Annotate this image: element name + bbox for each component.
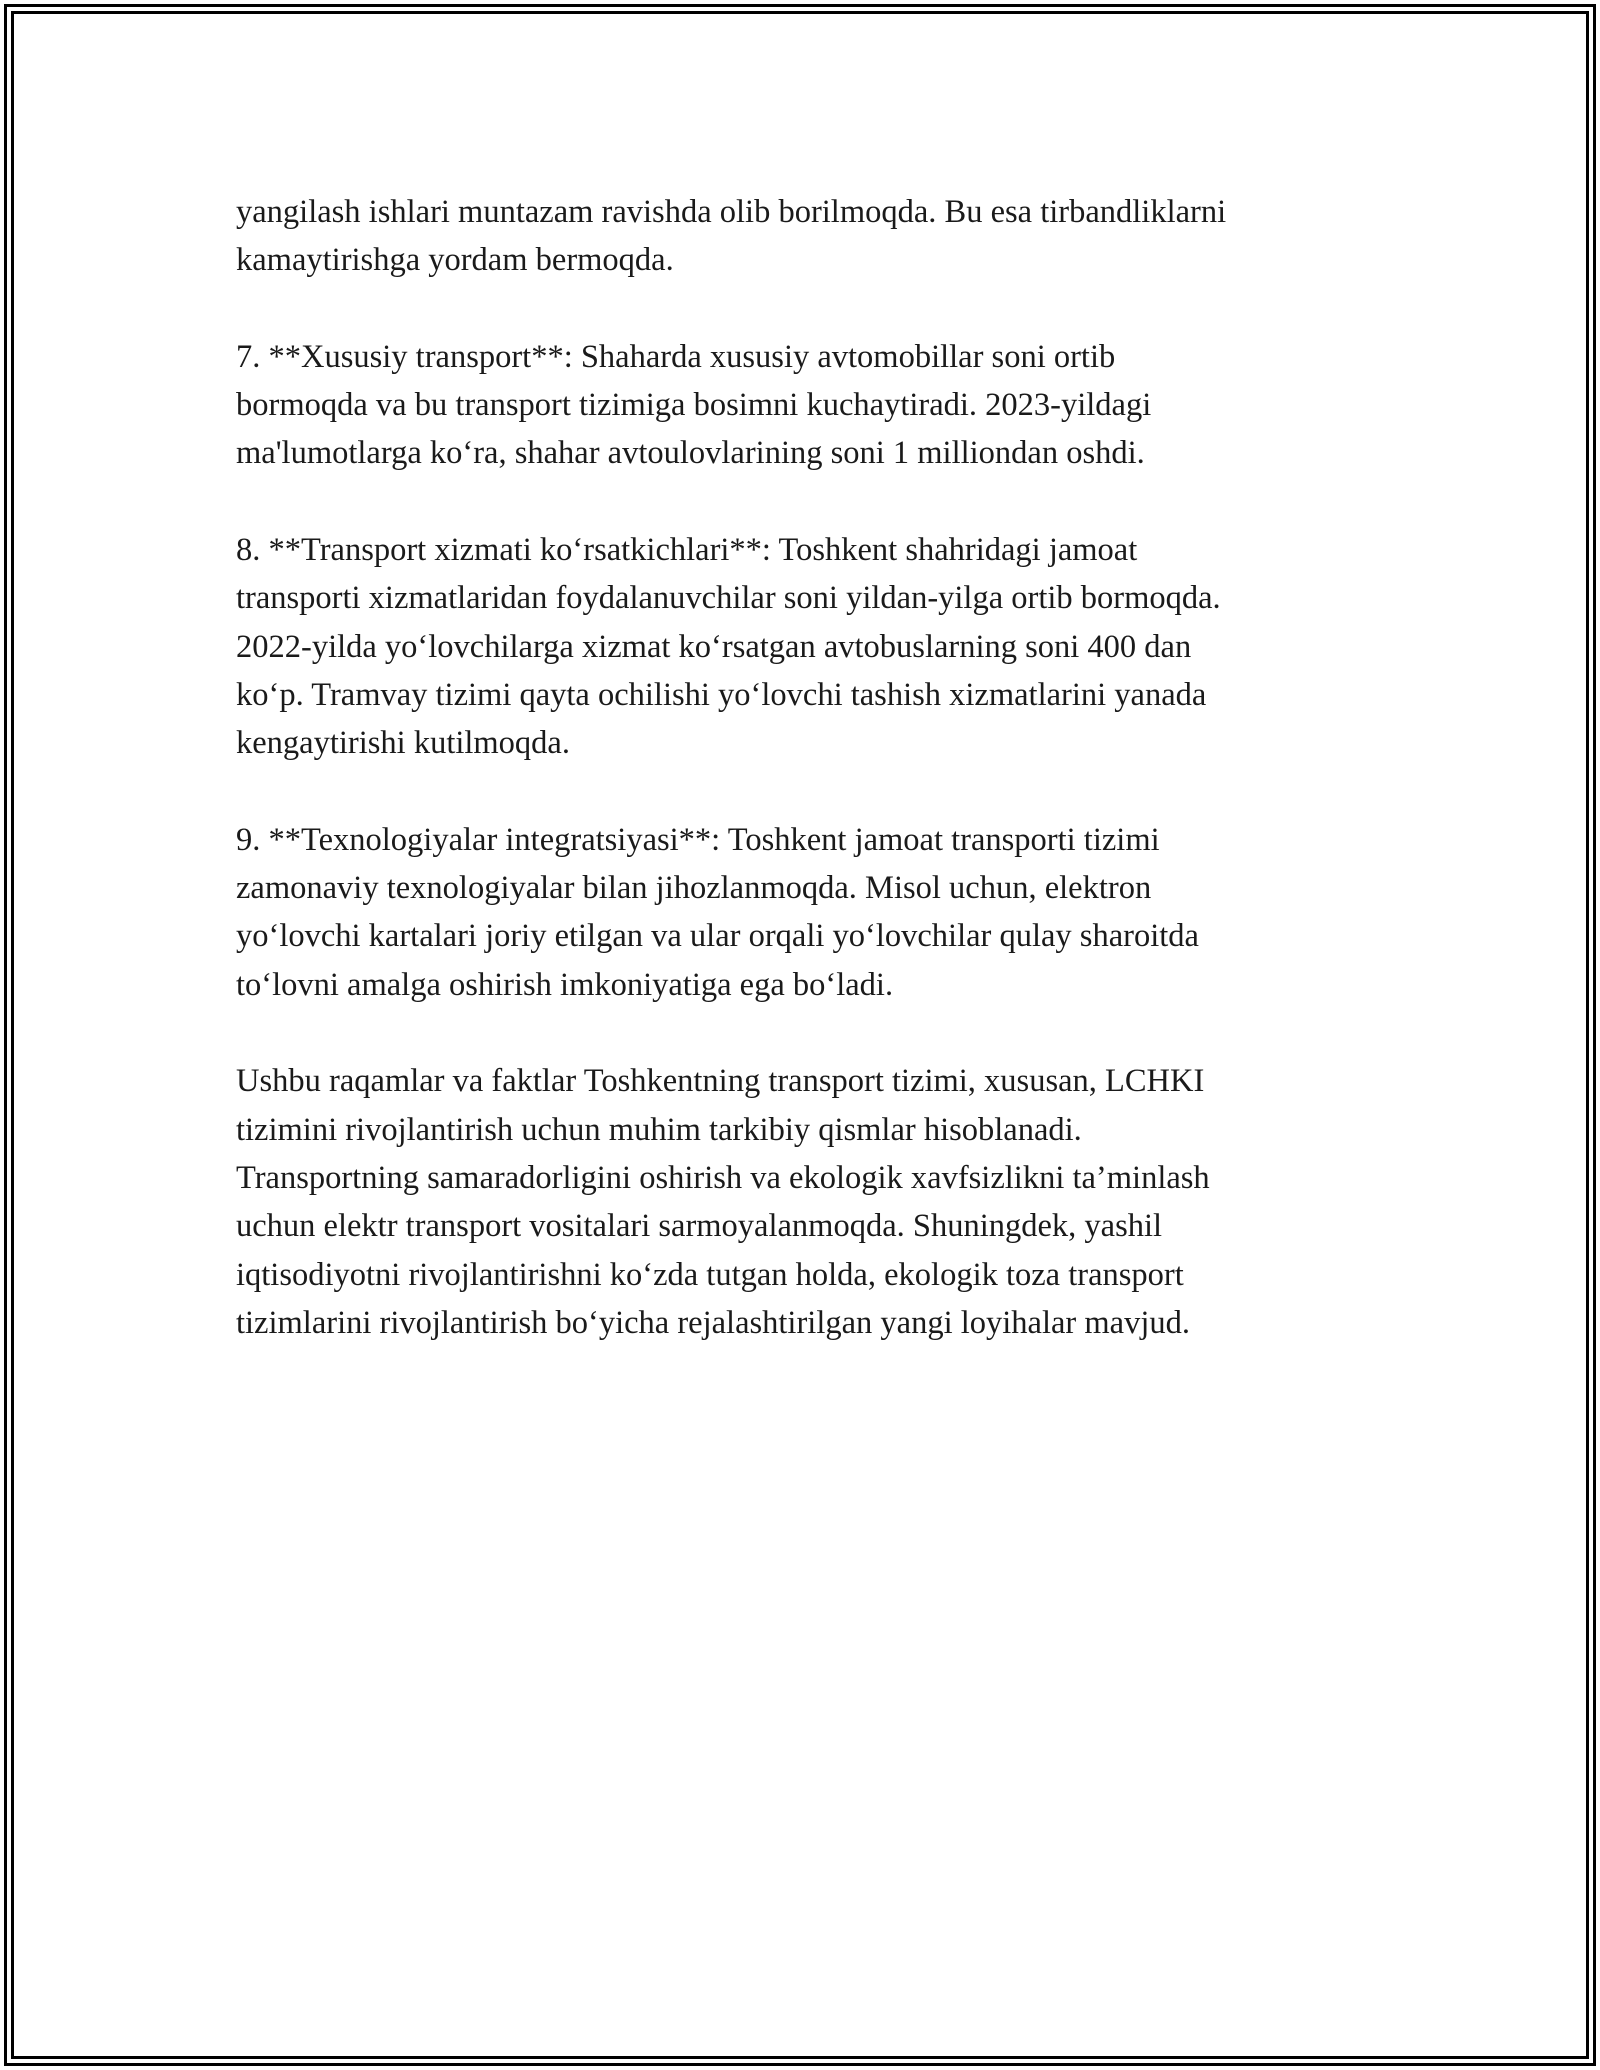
text-line: yangilash ishlari muntazam ravishda olib borilmoqda. Bu esa tirbandliklarni	[236, 194, 1227, 230]
paragraph-intro-continuation	[236, 188, 1366, 285]
text-line: ma'lumotlarga ko‘ra, shahar avtoulovlarining soni 1 milliondan oshdi.	[236, 435, 1145, 472]
text-line: tizimlarini rivojlantirish bo‘yicha rejalashtirilgan yangi loyihalar mavjud.	[236, 1304, 1190, 1341]
text-line: iqtisodiyotni rivojlantirishni ko‘zda tutgan holda, ekologik toza transport	[236, 1256, 1184, 1293]
text-line: to‘lovni amalga oshirish imkoniyatiga ega bo‘ladi.	[236, 966, 894, 1003]
text-line: Transportning samaradorligini oshirish va ekologik xavfsizlikni ta’minlash	[236, 1159, 1210, 1196]
text-line: 7. **Xususiy transport**: Shaharda xususiy avtomobillar soni ortib	[236, 338, 1116, 375]
document-body	[236, 188, 1366, 1395]
text-line: transporti xizmatlaridan foydalanuvchilar soni yildan-yilga ortib bormoqda.	[236, 580, 1221, 617]
paragraph-item-7-private-transport	[236, 333, 1366, 478]
text-line: kengaytirishi kutilmoqda.	[236, 725, 570, 762]
paragraph-item-8-service-indicators	[236, 526, 1366, 767]
text-line: ko‘p. Tramvay tizimi qayta ochilishi yo‘lovchi tashish xizmatlarini yanada	[236, 676, 1207, 713]
paragraph-conclusion	[236, 1057, 1366, 1347]
text-line: 9. **Texnologiyalar integratsiyasi**: Toshkent jamoat transporti tizimi	[236, 821, 1160, 858]
text-line: uchun elektr transport vositalari sarmoyalanmoqda. Shuningdek, yashil	[236, 1208, 1163, 1245]
text-line: tizimini rivojlantirish uchun muhim tarkibiy qismlar hisoblanadi.	[236, 1111, 1082, 1148]
text-line: 2022-yilda yo‘lovchilarga xizmat ko‘rsatgan avtobuslarning soni 400 dan	[236, 628, 1192, 665]
text-line: yo‘lovchi kartalari joriy etilgan va ular orqali yo‘lovchilar qulay sharoitda	[236, 918, 1199, 955]
text-line: 8. **Transport xizmati ko‘rsatkichlari**: Toshkent shahridagi jamoat	[236, 532, 1138, 569]
text-line: bormoqda va bu transport tizimiga bosimni kuchaytiradi. 2023-yildagi	[236, 387, 1152, 424]
paragraph-item-9-technology-integration	[236, 816, 1366, 1009]
text-line: Ushbu raqamlar va faktlar Toshkentning transport tizimi, xususan, LCHKI	[236, 1063, 1205, 1100]
text-line: kamaytirishga yordam bermoqda.	[236, 242, 674, 279]
text-line: zamonaviy texnologiyalar bilan jihozlanmoqda. Misol uchun, elektron	[236, 870, 1152, 907]
